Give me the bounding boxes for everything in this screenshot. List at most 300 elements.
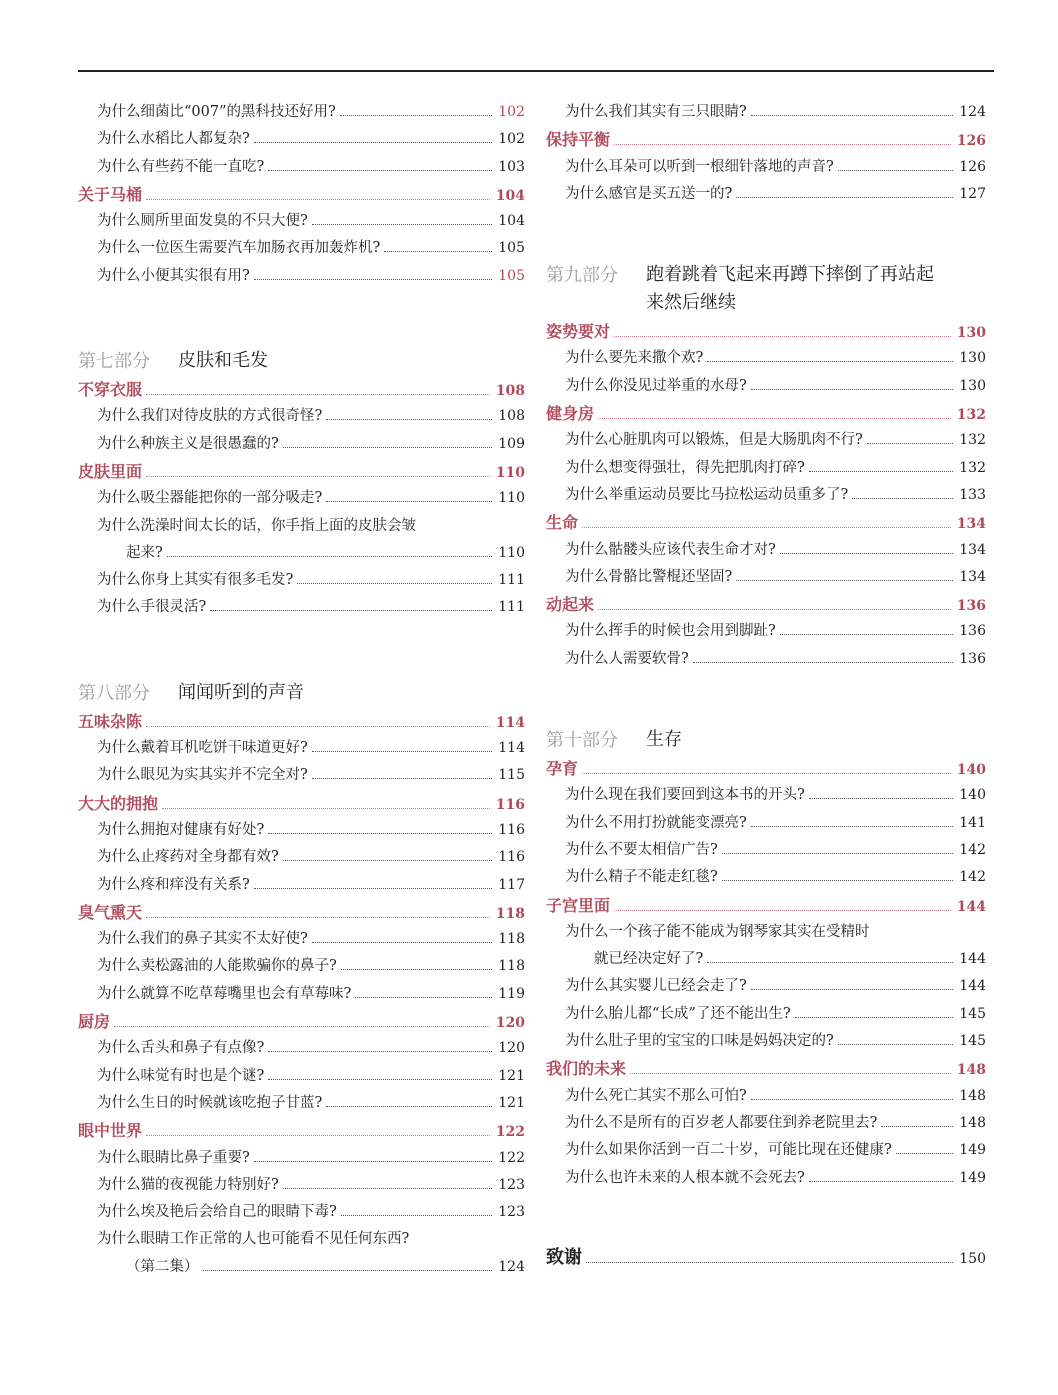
part-heading	[546, 724, 986, 756]
entry-title: 为什么如果你活到一百二十岁，可能比现在还健康?	[565, 1142, 892, 1159]
page-number: 133	[959, 486, 986, 503]
page-number: 118	[498, 958, 525, 975]
part-number: 第七部分	[78, 351, 150, 373]
toc-entry-acknowledgements[interactable]	[546, 1243, 986, 1270]
toc-entry[interactable]	[78, 1200, 525, 1227]
toc-entry[interactable]	[546, 346, 986, 373]
entry-title: 为什么耳朵可以听到一根细针落地的声音?	[565, 158, 834, 175]
entry-title: 为什么挥手的时候也会用到脚趾?	[565, 623, 776, 640]
page-number: 149	[959, 1169, 986, 1186]
section-title: 我们的未来	[546, 1059, 627, 1079]
entry-title: 为什么你身上其实有很多毛发?	[97, 572, 294, 589]
toc-entry[interactable]	[546, 947, 986, 974]
dot-leader	[146, 726, 490, 727]
entry-title: 为什么骨骼比警棍还坚固?	[565, 568, 733, 585]
toc-entry[interactable]	[546, 456, 986, 483]
dot-leader	[326, 1106, 492, 1107]
section-title: 厨房	[78, 1012, 111, 1032]
page-number: 136	[956, 598, 986, 615]
dot-leader	[780, 553, 953, 554]
part-title: 生存	[646, 729, 682, 751]
toc-entry[interactable]	[546, 374, 986, 401]
toc-section[interactable]	[78, 791, 525, 818]
section-title: 眼中世界	[78, 1121, 143, 1141]
page-number: 134	[959, 568, 986, 585]
page-number: 111	[498, 599, 525, 616]
entry-title: 为什么想变得强壮，得先把肌肉打碎?	[565, 459, 805, 476]
section-title: 生命	[546, 513, 579, 533]
dot-leader	[630, 1073, 951, 1074]
dot-leader	[751, 989, 953, 990]
entry-title: 为什么要先来撒个欢?	[565, 350, 704, 367]
page-number: 109	[498, 435, 525, 452]
page-number: 118	[495, 905, 525, 922]
entry-title: 为什么卖松露油的人能欺骗你的鼻子?	[97, 958, 337, 975]
dot-leader	[614, 910, 951, 911]
top-rule	[78, 70, 994, 72]
page-number: 142	[959, 869, 986, 886]
entry-title: 为什么眼睛工作正常的人也可能看不见任何东西?	[97, 1231, 410, 1248]
entry-title: 为什么厕所里面发臭的不只大便?	[97, 213, 308, 230]
entry-title: 为什么拥抱对健康有好处?	[97, 821, 265, 838]
page-number: 111	[498, 572, 525, 589]
toc-entry[interactable]	[546, 647, 986, 674]
acknowledgements-label: 致谢	[546, 1246, 582, 1268]
toc-entry[interactable]	[78, 927, 525, 954]
toc-entry[interactable]	[78, 845, 525, 872]
toc-entry[interactable]	[546, 1111, 986, 1138]
page-number: 104	[498, 213, 525, 230]
dot-leader	[736, 197, 953, 198]
page-number: 126	[956, 133, 986, 150]
toc-entry[interactable]	[78, 818, 525, 845]
entry-title: 为什么心脏肌肉可以锻炼，但是大肠肌肉不行?	[565, 432, 863, 449]
toc-entry[interactable]	[546, 155, 986, 182]
toc-section[interactable]	[78, 459, 525, 486]
toc-entry[interactable]	[78, 486, 525, 513]
entry-title: 为什么味觉有时也是个谜?	[97, 1067, 265, 1084]
dot-leader	[283, 860, 492, 861]
dot-leader	[586, 1262, 953, 1263]
dot-leader	[780, 634, 953, 635]
page-number: 136	[959, 650, 986, 667]
dot-leader	[896, 1153, 953, 1154]
dot-leader	[598, 609, 951, 610]
toc-entry[interactable]	[78, 982, 525, 1009]
toc-section[interactable]	[546, 1056, 986, 1083]
toc-entry[interactable]	[546, 619, 986, 646]
toc-block	[546, 100, 986, 209]
toc-section[interactable]	[78, 182, 525, 209]
entry-title: 为什么眼睛比鼻子重要?	[97, 1149, 250, 1166]
page-number: 140	[956, 762, 986, 779]
dot-leader	[283, 447, 492, 448]
entry-title: 为什么我们对待皮肤的方式很奇怪?	[97, 408, 323, 425]
dot-leader	[693, 662, 953, 663]
page-number: 121	[498, 1067, 525, 1084]
dot-leader	[751, 1099, 953, 1100]
toc-entry[interactable]	[78, 595, 525, 622]
entry-title: 为什么埃及艳后会给自己的眼睛下毒?	[97, 1204, 337, 1221]
entry-title: 为什么疼和痒没有关系?	[97, 876, 250, 893]
dot-leader	[254, 888, 492, 889]
dot-leader	[867, 443, 953, 444]
entry-title: 为什么舌头和鼻子有点像?	[97, 1040, 265, 1057]
dot-leader	[268, 833, 492, 834]
toc-entry[interactable]	[78, 568, 525, 595]
page-number: 148	[959, 1087, 986, 1104]
dot-leader	[254, 279, 492, 280]
page-number: 148	[959, 1114, 986, 1131]
dot-leader	[146, 394, 490, 395]
entry-title: 为什么吸尘器能把你的一部分吸走?	[97, 490, 323, 507]
toc-section[interactable]	[78, 900, 525, 927]
dot-leader	[326, 419, 492, 420]
entry-title: 为什么戴着耳机吃饼干味道更好?	[97, 740, 308, 757]
toc-section[interactable]	[546, 893, 986, 920]
entry-title: 为什么一位医生需要汽车加肠衣再加轰炸机?	[97, 240, 381, 257]
toc-entry[interactable]	[78, 1036, 525, 1063]
toc-entry[interactable]	[78, 1064, 525, 1091]
page-number: 105	[498, 240, 525, 257]
dot-leader	[838, 1044, 953, 1045]
dot-leader	[707, 361, 953, 362]
page-number: 122	[498, 1149, 525, 1166]
dot-leader	[751, 826, 953, 827]
dot-leader	[707, 962, 953, 963]
toc-entry[interactable]	[546, 428, 986, 455]
page-number: 140	[959, 787, 986, 804]
entry-title: 为什么骷髅头应该代表生命才对?	[565, 541, 776, 558]
page-number: 130	[959, 350, 986, 367]
entry-title: 为什么不要太相信广告?	[565, 841, 718, 858]
toc-section[interactable]	[546, 127, 986, 154]
toc-entry[interactable]	[546, 1166, 986, 1193]
entry-title: 为什么你没见过举重的水母?	[565, 377, 747, 394]
toc-entry[interactable]	[78, 264, 525, 291]
section-title: 孕育	[546, 759, 579, 779]
toc-section[interactable]	[78, 1118, 525, 1145]
toc-entry[interactable]	[78, 236, 525, 263]
entry-title: 为什么洗澡时间太长的话，你手指上面的皮肤会皱	[97, 517, 416, 534]
toc-block	[546, 756, 986, 1193]
dot-leader	[751, 115, 953, 116]
page-number: 127	[959, 185, 986, 202]
entry-title: 为什么精子不能走红毯?	[565, 869, 718, 886]
toc-entry[interactable]	[78, 1255, 525, 1282]
toc-entry[interactable]	[78, 873, 525, 900]
dot-leader	[736, 580, 953, 581]
entry-title: 为什么小便其实很有用?	[97, 267, 250, 284]
page-number: 108	[495, 383, 525, 400]
page-number: 119	[498, 985, 525, 1002]
dot-leader	[751, 389, 953, 390]
toc-entry[interactable]	[546, 182, 986, 209]
toc-section[interactable]	[546, 510, 986, 537]
toc-entry[interactable]	[546, 974, 986, 1001]
entry-title: 为什么细菌比“007”的黑科技还好用?	[97, 104, 336, 120]
dot-leader	[268, 1079, 492, 1080]
dot-leader	[614, 336, 951, 337]
dot-leader	[254, 142, 492, 143]
entry-title: 为什么其实婴儿已经会走了?	[565, 978, 747, 995]
entry-title: 为什么一个孩子能不能成为钢琴家其实在受精时	[565, 923, 870, 940]
toc-entry[interactable]	[546, 565, 986, 592]
entry-title: 为什么有些药不能一直吃?	[97, 158, 265, 175]
toc-block	[78, 709, 525, 1282]
dot-leader	[297, 583, 492, 584]
page-number: 134	[959, 541, 986, 558]
toc-block	[546, 319, 986, 674]
entry-title: 为什么种族主义是很愚蠢的?	[97, 435, 279, 452]
entry-title: 为什么也许未来的人根本就不会死去?	[565, 1169, 805, 1186]
dot-leader	[340, 115, 492, 116]
dot-leader	[795, 1017, 954, 1018]
entry-title-continued: 就已经决定好了?	[594, 951, 704, 968]
entry-title: 为什么肚子里的宝宝的口味是妈妈决定的?	[565, 1033, 834, 1050]
page-number: 148	[956, 1062, 986, 1079]
page-number: 145	[959, 1033, 986, 1050]
page-number: 102	[498, 131, 525, 148]
toc-block	[78, 100, 525, 291]
page-number: 110	[495, 464, 525, 481]
toc-entry[interactable]	[78, 1173, 525, 1200]
page-number: 102	[498, 104, 525, 120]
toc-entry-line1[interactable]	[546, 920, 986, 947]
entry-title: 为什么人需要软骨?	[565, 650, 689, 667]
dot-leader	[582, 773, 951, 774]
page-number: 110	[498, 490, 525, 507]
page-number: 124	[498, 1258, 525, 1275]
page-number: 104	[495, 187, 525, 204]
page-number: 123	[498, 1176, 525, 1193]
toc-section[interactable]	[546, 592, 986, 619]
dot-leader	[210, 610, 492, 611]
page-number: 141	[959, 814, 986, 831]
page-number: 120	[498, 1040, 525, 1057]
dot-leader	[852, 498, 953, 499]
page-number: 105	[498, 267, 525, 284]
section-title: 大大的拥抱	[78, 793, 159, 813]
toc-section[interactable]	[546, 401, 986, 428]
toc-entry[interactable]	[78, 954, 525, 981]
toc-entry[interactable]	[546, 1002, 986, 1029]
entry-title: 为什么现在我们要回到这本书的开头?	[565, 787, 805, 804]
toc-entry[interactable]	[546, 865, 986, 892]
page-number: 144	[959, 951, 986, 968]
section-title: 动起来	[546, 595, 595, 615]
page-number: 114	[495, 714, 525, 731]
entry-title: 为什么感官是买五送一的?	[565, 185, 733, 202]
section-title: 五味杂陈	[78, 711, 143, 731]
toc-column-left	[78, 100, 525, 1282]
dot-leader	[146, 917, 490, 918]
toc-column-right	[546, 100, 986, 1270]
section-title: 皮肤里面	[78, 461, 143, 481]
dot-leader	[341, 1215, 492, 1216]
section-title: 保持平衡	[546, 130, 611, 150]
page-number: 132	[956, 407, 986, 424]
toc-entry[interactable]	[78, 1091, 525, 1118]
part-number: 第八部分	[78, 682, 150, 704]
toc-section[interactable]	[546, 319, 986, 346]
dot-leader	[809, 1181, 953, 1182]
dot-leader	[167, 556, 492, 557]
entry-title: 为什么生日的时候就该吃抱子甘蓝?	[97, 1094, 323, 1111]
entry-title: 为什么手很灵活?	[97, 599, 207, 616]
page-number: 134	[956, 516, 986, 533]
part-title: 皮肤和毛发	[178, 350, 268, 372]
page-number: 132	[959, 432, 986, 449]
toc-entry[interactable]	[78, 541, 525, 568]
dot-leader	[268, 1051, 492, 1052]
toc-entry[interactable]	[546, 100, 986, 127]
toc-entry[interactable]	[78, 763, 525, 790]
toc-entry[interactable]	[78, 1146, 525, 1173]
dot-leader	[355, 997, 492, 998]
toc-section[interactable]	[546, 756, 986, 783]
dot-leader	[582, 527, 951, 528]
dot-leader	[162, 808, 490, 809]
dot-leader	[614, 144, 951, 145]
entry-title: 为什么止疼药对全身都有效?	[97, 849, 279, 866]
dot-leader	[203, 1270, 493, 1271]
entry-title: 为什么猫的夜视能力特别好?	[97, 1176, 279, 1193]
toc-entry[interactable]	[546, 1029, 986, 1056]
page-number: 110	[498, 544, 525, 561]
dot-leader	[722, 853, 953, 854]
page-number: 150	[959, 1250, 986, 1267]
page-number: 116	[498, 849, 525, 866]
toc-entry[interactable]	[546, 811, 986, 838]
page-number: 118	[498, 931, 525, 948]
page-number: 103	[498, 158, 525, 175]
dot-leader	[598, 418, 951, 419]
page-number: 116	[495, 796, 525, 813]
toc-entry[interactable]	[546, 1084, 986, 1111]
dot-leader	[312, 751, 492, 752]
dot-leader	[146, 199, 490, 200]
page-number: 121	[498, 1094, 525, 1111]
section-title: 不穿衣服	[78, 380, 143, 400]
page-number: 123	[498, 1204, 525, 1221]
toc-entry[interactable]	[546, 483, 986, 510]
page-number: 124	[959, 104, 986, 120]
part-title: 闻闻听到的声音	[178, 681, 304, 703]
entry-title: 为什么水稻比人都复杂?	[97, 131, 250, 148]
toc-entry[interactable]	[78, 432, 525, 459]
toc-entry[interactable]	[546, 538, 986, 565]
entry-title: 为什么不是所有的百岁老人都要住到养老院里去?	[565, 1114, 878, 1131]
page-number: 145	[959, 1005, 986, 1022]
dot-leader	[881, 1126, 953, 1127]
toc-block	[78, 377, 525, 623]
toc-entry[interactable]	[78, 209, 525, 236]
entry-title-continued: （第二集）	[126, 1258, 199, 1275]
page-number: 142	[959, 841, 986, 858]
entry-title: 为什么不用打扮就能变漂亮?	[565, 814, 747, 831]
toc-entry-line1[interactable]	[78, 514, 525, 541]
page-number: 116	[498, 821, 525, 838]
page-number: 130	[956, 325, 986, 342]
toc-section[interactable]	[78, 709, 525, 736]
part-title-line: 跑着跳着飞起来再蹲下摔倒了再站起	[646, 264, 934, 286]
dot-leader	[114, 1026, 490, 1027]
part-heading	[78, 677, 525, 709]
entry-title-continued: 起来?	[126, 544, 163, 561]
toc-section[interactable]	[78, 1009, 525, 1036]
part-title-line: 来然后继续	[646, 292, 736, 314]
dot-leader	[312, 778, 492, 779]
entry-title: 为什么我们的鼻子其实不太好使?	[97, 931, 308, 948]
section-title: 健身房	[546, 404, 595, 424]
dot-leader	[384, 251, 492, 252]
part-title	[646, 261, 934, 317]
dot-leader	[268, 170, 492, 171]
page-number: 136	[959, 623, 986, 640]
section-title: 臭气熏天	[78, 902, 143, 922]
page-number: 117	[498, 876, 525, 893]
dot-leader	[283, 1188, 492, 1189]
toc-entry[interactable]	[546, 1138, 986, 1165]
dot-leader	[838, 170, 953, 171]
toc-entry[interactable]	[546, 783, 986, 810]
toc-entry[interactable]	[78, 100, 525, 127]
toc-section[interactable]	[78, 377, 525, 404]
page-number: 130	[959, 377, 986, 394]
part-heading	[78, 345, 525, 377]
dot-leader	[809, 471, 953, 472]
part-heading	[546, 259, 986, 319]
entry-title: 为什么胎儿都“长成”了还不能出生?	[565, 1005, 791, 1022]
toc-entry[interactable]	[78, 155, 525, 182]
dot-leader	[146, 1135, 490, 1136]
toc-entry-line1[interactable]	[78, 1227, 525, 1254]
toc-entry[interactable]	[78, 736, 525, 763]
toc-entry[interactable]	[78, 127, 525, 154]
page-number: 120	[495, 1015, 525, 1032]
part-number: 第九部分	[546, 265, 618, 287]
page-number: 108	[498, 408, 525, 425]
entry-title: 为什么就算不吃草莓嘴里也会有草莓味?	[97, 985, 352, 1002]
page-number: 144	[956, 898, 986, 915]
page-number: 149	[959, 1142, 986, 1159]
section-title: 关于马桶	[78, 184, 143, 204]
entry-title: 为什么死亡其实不那么可怕?	[565, 1087, 747, 1104]
page-number: 122	[495, 1124, 525, 1141]
toc-entry[interactable]	[546, 838, 986, 865]
entry-title: 为什么我们其实有三只眼睛?	[565, 104, 747, 120]
page-number: 115	[498, 767, 525, 784]
section-title: 子宫里面	[546, 895, 611, 915]
section-title: 姿势要对	[546, 322, 611, 342]
toc-entry[interactable]	[78, 404, 525, 431]
page-number: 144	[959, 978, 986, 995]
page-number: 132	[959, 459, 986, 476]
dot-leader	[809, 798, 953, 799]
dot-leader	[312, 942, 492, 943]
dot-leader	[146, 476, 490, 477]
entry-title: 为什么眼见为实其实并不完全对?	[97, 767, 308, 784]
dot-leader	[341, 969, 492, 970]
dot-leader	[254, 1161, 492, 1162]
entry-title: 为什么举重运动员要比马拉松运动员重多了?	[565, 486, 849, 503]
page-number: 126	[959, 158, 986, 175]
dot-leader	[326, 501, 492, 502]
dot-leader	[312, 224, 492, 225]
page-number: 114	[498, 740, 525, 757]
part-number: 第十部分	[546, 730, 618, 752]
